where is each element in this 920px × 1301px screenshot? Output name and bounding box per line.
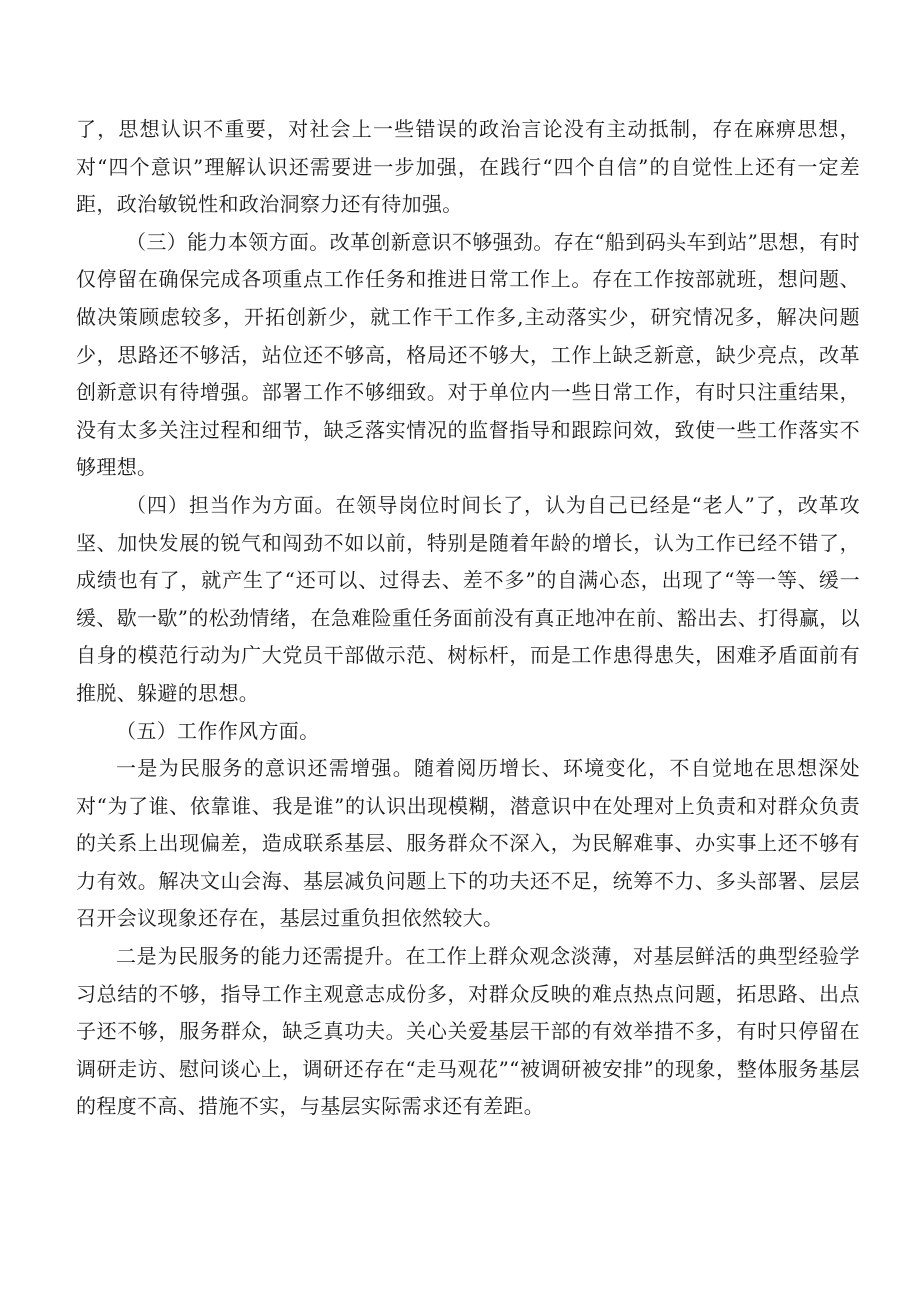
paragraph-section-4-responsibility: （四）担当作为方面。在领导岗位时间长了，认为自己已经是“老人”了，改革攻坚、加快发展的锐气和闯劲不如以前，特别是随着年龄的增长，认为工作已经不错了，成绩也有了，就产生了“还可以、过得去、差不多”的自满心态，出现了“等一等、缓一缓、歇一歇”的松劲情绪，在急难险重任务面前没有真正地冲在前、豁出去、打得赢，以自身的模范行动为广大党员干部做示范、树标杆，而是工作患得患失，困难矛盾面前有推脱、躲避的思想。 (76, 492, 860, 705)
paragraph-service-ability: 二是为民服务的能力还需提升。在工作上群众观念淡薄，对基层鲜活的典型经验学习总结的不够，指导工作主观意志成份多，对群众反映的难点热点问题，拓思路、出点子还不够，服务群众，缺乏真功夫。关心关爱基层干部的有效举措不多，有时只停留在调研走访、慰问谈心上，调研还存在“走马观花”“被调研被安排”的现象，整体服务基层的程度不高、措施不实，与基层实际需求还有差距。 (76, 944, 860, 1119)
paragraph-section-5-heading: （五）工作作风方面。 (116, 718, 320, 743)
paragraph-political-awareness-continued: 了，思想认识不重要，对社会上一些错误的政治言论没有主动抵制，存在麻痹思想，对“四个意识”理解认识还需要进一步加强，在践行“四个自信”的自觉性上还有一定差距，政治敏锐性和政治洞察力还有待加强。 (76, 117, 860, 217)
document-body (76, 111, 860, 1126)
paragraph-service-awareness: 一是为民服务的意识还需增强。随着阅历增长、环境变化，不自觉地在思想深处对“为了谁、依靠谁、我是谁”的认识出现模糊，潜意识中在处理对上负责和对群众负责的关系上出现偏差，造成联系基层、服务群众不深入，为民解难事、办实事上还不够有力有效。解决文山会海、基层减负问题上下的功夫还不足，统筹不力、多头部署、层层召开会议现象还存在，基层过重负担依然较大。 (76, 756, 860, 931)
paragraph-section-3-ability: （三）能力本领方面。改革创新意识不够强劲。存在“船到码头车到站”思想，有时仅停留在确保完成各项重点工作任务和推进日常工作上。存在工作按部就班，想问题、做决策顾虑较多，开拓创新少，就工作干工作多,主动落实少，研究情况多，解决问题少，思路还不够活，站位还不够高，格局还不够大，工作上缺乏新意，缺少亮点，改革创新意识有待增强。部署工作不够细致。对于单位内一些日常工作，有时只注重结果，没有太多关注过程和细节，缺乏落实情况的监督指导和跟踪问效，致使一些工作落实不够理想。 (76, 229, 860, 480)
